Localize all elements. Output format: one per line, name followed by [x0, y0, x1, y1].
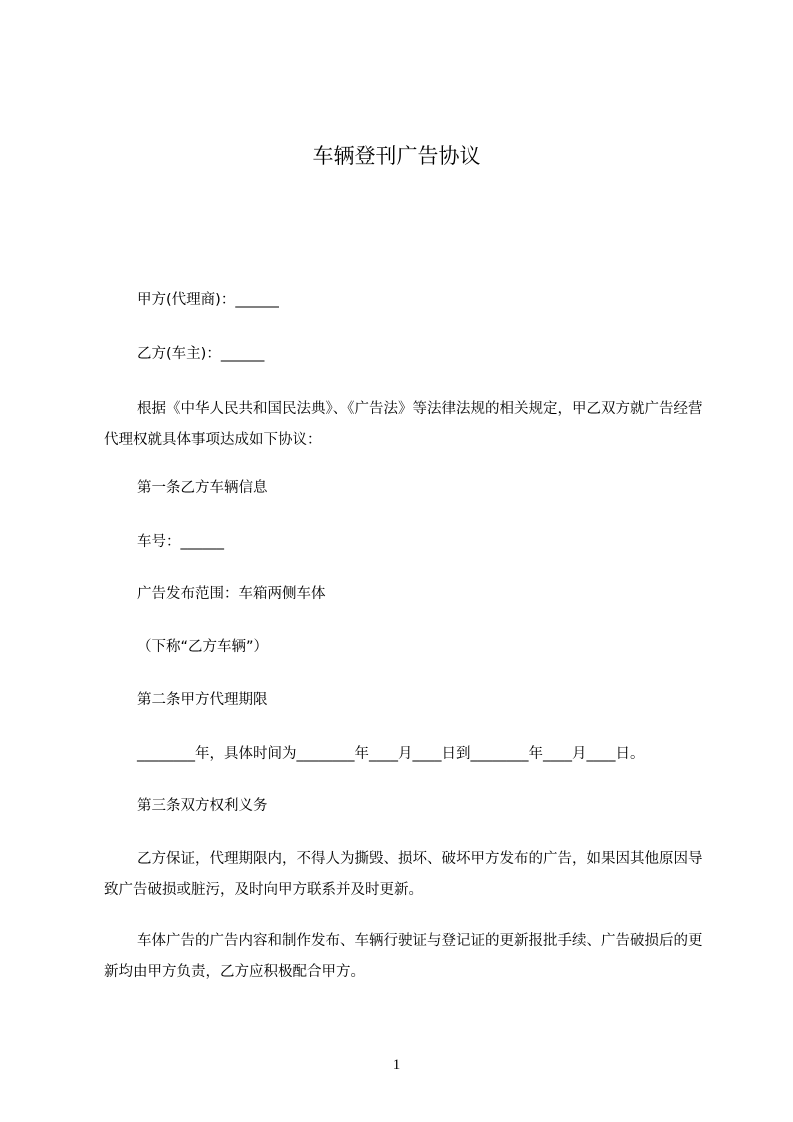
party-b-line: 乙方(车主)：______ [137, 346, 265, 362]
document-title: 车辆登刊广告协议 [312, 144, 481, 168]
page-number: 1 [392, 1057, 401, 1073]
article-1-heading: 第一条乙方车辆信息 [137, 480, 268, 496]
article-2-heading: 第二条甲方代理期限 [137, 692, 268, 708]
vehicle-alias-line: （下称“乙方车辆”） [137, 639, 269, 655]
party-a-responsibility-paragraph: 车体广告的广告内容和制作发布、车辆行驶证与登记证的更新报批手续、广告破损后的更新均由甲方负责，乙方应积极配合甲方。 [104, 933, 703, 980]
plate-number-line: 车号：______ [137, 534, 224, 550]
preamble-paragraph: 根据《中华人民共和国民法典》、《广告法》等法律法规的相关规定，甲乙双方就广告经营代理权就具体事项达成如下协议： [104, 401, 703, 448]
agency-term-line: ________年，具体时间为________年____月____日到________年____月____日。 [137, 746, 645, 762]
ad-scope-line: 广告发布范围：车箱两侧车体 [137, 586, 326, 602]
article-3-heading: 第三条双方权利义务 [137, 798, 268, 814]
party-b-guarantee-paragraph: 乙方保证，代理期限内，不得人为撕毁、损坏、破坏甲方发布的广告，如果因其他原因导致广告破损或脏污，及时向甲方联系并及时更新。 [104, 851, 703, 898]
party-a-line: 甲方(代理商)：______ [137, 292, 279, 308]
